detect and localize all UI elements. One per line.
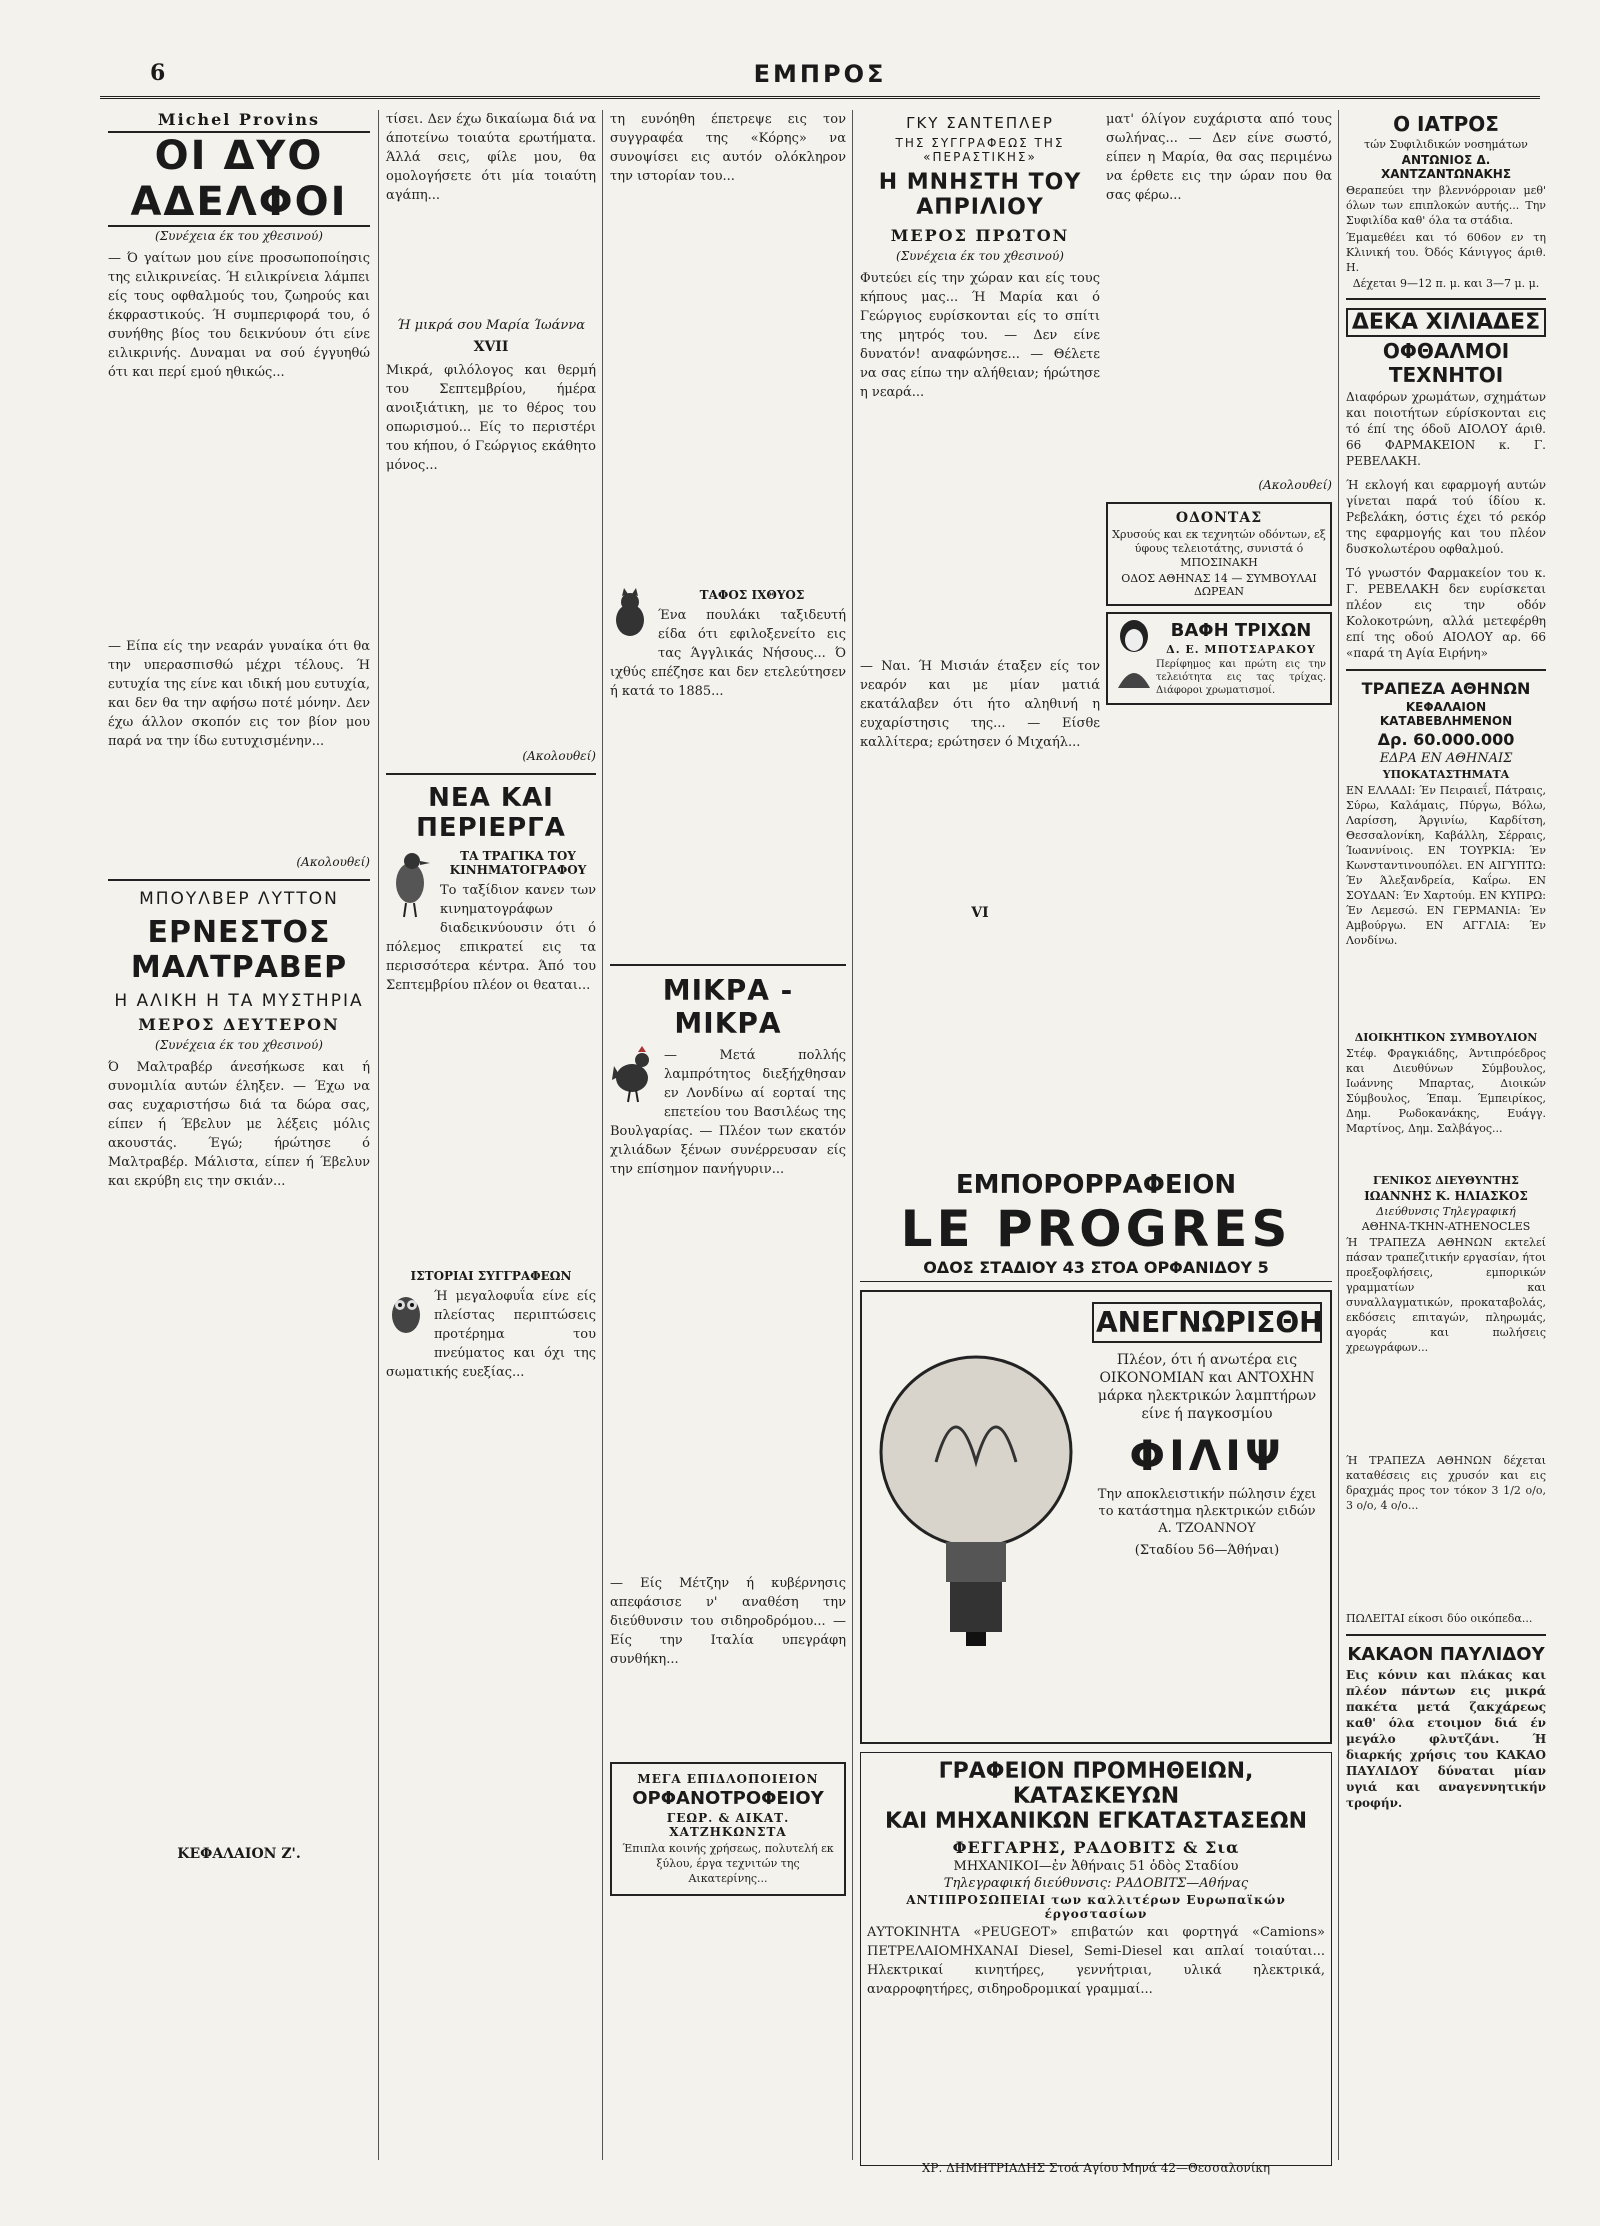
ad-text: Περίφημος και πρώτη εις την τελειότητα εις τας τρίχας. Διάφοροι χρωματισμοί. xyxy=(1156,659,1326,696)
article-body: Το ταξίδιον κανεν των κινηματογράφων διαδεικνύουσιν ότι ό πόλεμος επικρατεί εις τα περισσότερα κέντρα. Άπό του Σεπτεμβρίου πλέον οι θεαται... xyxy=(386,883,596,993)
ad-address: ΟΔΟΣ ΑΘΗΝΑΣ 14 — ΣΥΜΒΟΥΛΑΙ ΔΩΡΕΑΝ xyxy=(1121,572,1317,598)
cat-icon xyxy=(610,588,650,642)
ad-name: Δ. Ε. ΜΠΟΤΣΑΡΑΚΟΥ xyxy=(1166,643,1316,656)
chapter-number: VI xyxy=(971,905,989,921)
ad-header: ΜΕΓΑ ΕΠΙΔΛΟΠΟΙΕΙΟΝ xyxy=(637,1772,819,1786)
bank-text: Ή ΤΡΑΠΕΖΑ ΑΘΗΝΩΝ δέχεται καταθέσεις εις χρυσόν και εις δραχμάς προς τον τόκον 3 1/2 ο/ο, 3 ο/ο, 4 ο/ο... xyxy=(1346,1454,1546,1512)
orphanage-ad xyxy=(610,1762,846,1896)
ad-headline: ΟΦΘΑΛΜΟΙ ΤΕΧΝΗΤΟΙ xyxy=(1382,339,1510,387)
divider xyxy=(1346,298,1546,300)
ad-text: Εις κόνιν και πλάκας και πλέον πάντων εις μικρά πακέτα μετά ζακχάρεως καθ' όλα ετοιμον διά έν μεγάλο φλυτζάνι. Ή διαρκής χρήσις του ΚΑΚΑΟ ΠΑΥΛΙΔΟΥ δύναται μίαν υγιά και αναγεννητικήν τροφήν. xyxy=(1346,1668,1546,1810)
bank-name: ΤΡΑΠΕΖΑ ΑΘΗΝΩΝ xyxy=(1361,679,1531,698)
column-rule xyxy=(1338,110,1339,2160)
board-head: ΔΙΟΙΚΗΤΙΚΟΝ ΣΥΜΒΟΥΛΙΟΝ xyxy=(1354,1031,1538,1044)
ad-title: Ο ΙΑΤΡΟΣ xyxy=(1393,112,1499,136)
ad-text: Έπιπλα κοινής χρήσεως, πολυτελή εκ ξύλου, έργα τεχνιτών της Αικατερίνης... xyxy=(622,1842,834,1885)
article-title: ΟΙ ΔΥΟ ΑΔΕΛΦΟΙ xyxy=(108,131,370,227)
ad-text: Θεραπεύει την βλεννόρροιαν μεθ' όλων των επιπλοκών αυτής... Την Συφιλίδα καθ' όλα τα στάδια. xyxy=(1346,184,1546,227)
section-title: ΜΙΚΡΑ - ΜΙΚΡΑ xyxy=(662,974,794,1040)
office-title-line2: ΚΑΙ ΜΗΧΑΝΙΚΩΝ ΕΓΚΑΤΑΣΤΑΣΕΩΝ xyxy=(884,1809,1308,1834)
column-4 xyxy=(860,110,1100,927)
bank-capital: Δρ. 60.000.000 xyxy=(1377,730,1515,749)
ad-headline: ΑΝΕΓΝΩΡΙΣΘΗ xyxy=(1092,1302,1322,1343)
continued-note: (Συνέχεια έκ του χθεσινού) xyxy=(896,249,1064,263)
article-body: Ό Μαλτραβέρ άνεσήκωσε και ή συνομιλία αυτών έληξεν. — Έχω να σας ευχαριστήσω διά τα δώρα σας, είπεν ή Έβελυν με λέξεις μόλις ακουστάς. Έγώ; ήρώτησε ό Μαλτραβέρ. Μάλιστα, είπεν ή Έβελυν και εκρύβη εις την σκιάν... xyxy=(108,1060,370,1189)
gm-head: ΓΕΝΙΚΟΣ ΔΙΕΥΘΥΝΤΗΣ xyxy=(1373,1174,1519,1187)
divider xyxy=(610,964,846,966)
ad-text: ΑΥΤΟΚΙΝΗΤΑ «PEUGEOT» επιβατών και φορτηγά «Camions» ΠΕΤΡΕΛΑΙΟΜΗΧΑΝΑΙ Diesel, Semi-Diesel και απλαί τοιαύται... Ηλεκτρικαί κινητήρες, γεννήτριαι, υλικά ηλεκτρικά, αναρροφητήρες, σιδηροδρομικαί γραμμαί... xyxy=(867,1925,1325,1997)
rooster-icon xyxy=(610,1046,656,1106)
newspaper-title: ΕΜΠΡΟΣ xyxy=(753,60,887,88)
philips-ad xyxy=(860,1290,1332,1744)
ad-address: (Σταδίου 56—Άθήναι) xyxy=(1134,1543,1280,1558)
ad-name: ΓΕΩΡ. & ΑΙΚΑΤ. ΧΑΤΖΗΚΩΝΣΤΑ xyxy=(666,1811,790,1839)
article-body: — Είς Μέτζην ή κυβέρνησις απεφάσισε ν' αναθέση την διεύθυνσιν του σιδηροδρόμου... — Είς την Ιταλία υπεγράφη συνθήκη... xyxy=(610,1576,846,1667)
column-6 xyxy=(1346,110,1546,1819)
notice-text: ΠΩΛΕΙΤΑΙ είκοσι δύο οικόπεδα... xyxy=(1346,1612,1533,1625)
ad-text: Διαφόρων χρωμάτων, σχημάτων και ποιοτήτων εύρίσκονται εις τό έπί της όδοῦ ΑΙΟΛΟΥ άριθ. 66 ΦΑΡΜΑΚΕΙΟΝ κ. Γ. ΡΕΒΕΛΑΚΗ. xyxy=(1346,390,1546,468)
author: Michel Provins xyxy=(157,110,321,129)
ad-text: Ή εκλογή και εφαρμογή αυτών γίνεται παρά τού ίδίου κ. Ρεβελάκη, όστις έχει τό ρεκόρ της εφαρμογής και του πλέον δυσκολωτέρου οφθαλμού. xyxy=(1346,478,1546,556)
continued-note: (Συνέχεια έκ του χθεσινού) xyxy=(155,229,323,243)
letter-signature: Ή μικρά σου Μαρία Ίωάννα xyxy=(396,318,585,333)
divider xyxy=(386,773,596,775)
serial-author: ΜΠΟΥΛΒΕΡ ΛΥΤΤΟΝ xyxy=(139,889,339,909)
section-title: ΝΕΑ ΚΑΙ ΠΕΡΙΕΡΓΑ xyxy=(416,783,566,843)
article-body: Μικρά, φιλόλογος και θερμή του Σεπτεμβρίου, ήμέρα ανοιξιάτικη, με το θέρος του οπωρισμού... Είς το περιστέρι του κήπου, ό Γεώργιος εκάθητο μόνος... xyxy=(386,363,596,473)
ads-block xyxy=(860,1170,1332,2175)
dental-ad xyxy=(1106,502,1332,606)
bank-text: Ή ΤΡΑΠΕΖΑ ΑΘΗΝΩΝ εκτελεί πάσαν τραπεζιτικήν εργασίαν, ήτοι προεξοφλήσεις, εμπορικών γραμματίων και συναλλαγματικών, προκαταβολάς, εκδόσεις επιταγών, πληρωμάς, αγοράς και πωλήσεις χρεωγράφων... xyxy=(1346,1236,1546,1354)
owl-icon xyxy=(386,1287,426,1341)
store-name: LE PROGRES xyxy=(900,1200,1292,1258)
doctor-name: ΑΝΤΩΝΙΟΣ Δ. ΧΑΝΤΖΑΝΤΩΝΑΚΗΣ xyxy=(1380,153,1512,181)
bank-seat: ΕΔΡΑ ΕΝ ΑΘΗΝΑΙΣ xyxy=(1379,751,1513,766)
to-be-continued: (Ακολουθεί) xyxy=(522,749,596,763)
cocoa-ad xyxy=(1346,1644,1546,1811)
article-body: τίσει. Δεν έχω δικαίωμα διά να άποτείνω τοιαύτα ερωτήματα. Άλλά σεις, φίλε μου, θα ομολογήσετε ότι μία τοιαύτη αγάπη... xyxy=(386,112,596,203)
column-rule xyxy=(602,110,603,2160)
hair-dye-ad xyxy=(1106,612,1332,705)
column-rule xyxy=(852,110,853,2160)
bank-capital-label: ΚΕΦΑΛΑΙΟΝ ΚΑΤΑΒΕΒΛΗΜΕΝΟΝ xyxy=(1379,700,1513,728)
telegraph-head: Διεύθυνσις Τηλεγραφική xyxy=(1376,1205,1516,1218)
ad-subtitle: τών Συφιλιδικών νοσημάτων xyxy=(1364,138,1528,151)
ad-text: Τό γνωστόν Φαρμακείον του κ. Γ. ΡΕΒΕΛΑΚΗ δεν ευρίσκεται πλέον εις την οδόν Κολοκοτρώνη, αλλά μετεφέρθη επί της οδού ΑΙΟΛΟΥ αρ. 66 «παρά τη Αγία Ειρήνη» xyxy=(1346,566,1546,660)
office-footer: ΧΡ. ΔΗΜΗΤΡΙΑΔΗΣ Στοά Αγίου Μηνά 42—Θεσσαλονίκη xyxy=(921,2161,1271,2175)
article-body: — Ό γαίτων μου είνε προσωποποίησις της ειλικρινείας. Ή ειλικρίνεια λάμπει είς τους οφθαλμούς του, ζωηρούς και έκφραστικούς. Ή συμπεριφορά του, ό συνήθης βίος του δεικνύουν ότι είνε ειλικρινής. Δυναμαι να σού έγγυηθώ ότι και περί εμού ηθικώς... xyxy=(108,251,370,380)
article-body: — Είπα είς την νεαράν γυναίκα ότι θα την υπερασπισθώ μέχρι τέλους. Ή ευτυχία της είνε και ιδική μου ευτυχία, και δεν θα την αφήσω ποτέ μόνην. Δεν έχω άλλον σκοπόν εις τον βίον μου παρά να την ίδω ευτυχισμένην... xyxy=(108,639,370,749)
serial-title: Η ΜΝΗΣΤΗ ΤΟΥ ΑΠΡΙΛΙΟΥ xyxy=(878,170,1082,220)
column-3 xyxy=(610,110,846,1902)
ad-hours: Δέχεται 9—12 π. μ. και 3—7 μ. μ. xyxy=(1352,277,1540,290)
bank-branches: ΕΝ ΕΛΛΑΔΙ: Έν Πειραιεΐ, Πάτραις, Σύρω, Καλάμαις, Πύργω, Βόλω, Λαρίσση, Άργινίω, Καρδίτση, Θεσσαλονίκη, Καβάλλη, Σέρραις, Ίωαννίνοις. ΕΝ ΤΟΥΡΚΙΑ: Έν Κωνσταντινουπόλει. ΕΝ ΑΙΓΥΠΤΩ: Έν Άλεξανδρεία, Καΐρω. ΕΝ ΣΟΥΔΑΝ: Έν Χαρτούμ. ΕΝ ΚΥΠΡΩ: Έν Λεμεσώ. ΕΝ ΓΕΡΜΑΝΙΑ: Έν Αμβούργω. ΕΝ ΑΓΓΛΙΑ: Έν Λονδίνω. xyxy=(1346,784,1546,947)
article-body: Φυτεύει είς την χώραν και είς τους κήπους μας... Ή Μαρία και ό Γεώργιος ευρίσκονται είς το σπίτι της μητρός του. — Δεν είνε δυνατόν! αναφώνησε... — Θέλετε να σας είπω την αλήθειαν; ήρώτησε η νεαρά... xyxy=(860,271,1100,400)
bank-ad xyxy=(1346,679,1546,1626)
gm-name: ΙΩΑΝΝΗΣ Κ. ΗΛΙΑΣΚΟΣ xyxy=(1364,1189,1528,1203)
serial-title: ΕΡΝΕΣΤΟΣ ΜΑΛΤΡΑΒΕΡ xyxy=(130,915,348,985)
office-address: ΜΗΧΑΝΙΚΟΙ—ἐν Ἀθήναις 51 ὁδὸς Σταδίου xyxy=(953,1859,1239,1874)
to-be-continued: (Ακολουθεί) xyxy=(1258,478,1332,492)
ad-title: ΟΡΦΑΝΟΤΡΟΦΕΙΟΥ xyxy=(632,1788,824,1809)
ad-text: Πλέον, ότι ή ανωτέρα εις ΟΙΚΟΝΟΜΙΑΝ και ΑΝΤΟΧΗΝ μάρκα ηλεκτρικών λαμπτήρων είνε ή παγκοσμίου xyxy=(1097,1352,1317,1422)
office-names: ΦΕΓΓΑΡΗΣ, ΡΑΔΟΒΙΤΣ & Σια xyxy=(952,1838,1240,1857)
divider xyxy=(1346,1634,1546,1636)
ad-title: ΒΑΦΗ ΤΡΙΧΩΝ xyxy=(1170,620,1312,641)
masthead xyxy=(100,60,1540,99)
news-headline: ΤΑΦΟΣ ΙΧΘΥΟΣ xyxy=(699,588,805,602)
article-body: τη ευνόηθη έπετρεψε εις τον συγγραφέα της «Κόρης» να συνοψίσει εις αυτόν ολόκληρον την ιστορίαν του... xyxy=(610,112,846,184)
store-ad xyxy=(860,1170,1332,1282)
article-body: ματ' όλίγον ευχάριστα από τους σωλήνας... — Δεν είνε σωστό, είπεν η Μαρία, θα σας περιμένω να έρθετε εις την ώραν που θα σας φέρω... xyxy=(1106,112,1332,203)
serial-subtitle: ΤΗΣ ΣΥΓΓΡΑΦΕΩΣ ΤΗΣ «ΠΕΡΑΣΤΙΚΗΣ» xyxy=(895,136,1065,164)
article-body: — Μετά πολλής λαμπρότητος διεξήχθησαν εν Λονδίνω αί εορταί της επετείου του Βασιλέως της Βουλγαρίας. — Πλέον των εκατόν χιλιάδων ξένων συνέρρευσαν είς την επίσημον πανήγυριν... xyxy=(610,1048,846,1177)
chapter-heading: ΚΕΦΑΛΑΙΟΝ Ζ'. xyxy=(177,1846,301,1862)
news-headline: ΤΑ ΤΡΑΓΙΚΑ ΤΟΥ ΚΙΝΗΜΑΤΟΓΡΑΦΟΥ xyxy=(449,849,587,877)
philips-copy xyxy=(1092,1302,1322,1560)
store-address: ΟΔΟΣ ΣΤΑΔΙΟΥ 43 ΣΤΟΑ ΟΡΦΑΝΙΔΟΥ 5 xyxy=(923,1258,1269,1277)
lady-portrait-icon xyxy=(1112,618,1156,692)
article-body: Ή μεγαλοφυΐα είνε είς πλείστας περιπτώσεις προτέρημα του πνεύματος και όχι της σωματικής ευεξίας... xyxy=(386,1289,596,1380)
office-telegraph: Τηλεγραφική διεύθυνσις: ΡΑΔΟΒΙΤΣ—Αθήνας xyxy=(943,1876,1249,1891)
column-5 xyxy=(1106,110,1332,830)
ad-text: Χρυσούς και εκ τεχνητών οδόντων, εξ ύφους τελειοτάτης, συνιστά ό ΜΠΟΣΙΝΑΚΗ xyxy=(1112,528,1326,569)
divider xyxy=(1346,669,1546,671)
ad-title: ΟΔΟΝΤΑΣ xyxy=(1175,510,1263,526)
serial-subtitle: Η ΑΛΙΚΗ Η ΤΑ ΜΥΣΤΗΡΙΑ xyxy=(114,991,364,1011)
ad-text: Την αποκλειστικήν πώλησιν έχει το κατάστημα ηλεκτρικών ειδών Α. ΤΖΟΑΝΝΟΥ xyxy=(1097,1487,1317,1536)
article-body: — Ναι. Ή Μισιάν έταξεν είς τον νεαρόν και με μίαν ματιά εκατάλαβεν ότι ήτο αληθινή η ευχαρίστησις της... — Είσθε καλλίτερα; ερώτησεν ό Μιχαήλ... xyxy=(860,659,1100,750)
light-bulb-icon xyxy=(876,1332,1076,1676)
divider xyxy=(108,879,370,881)
news-headline: ΙΣΤΟΡΙΑΙ ΣΥΓΓΡΑΦΕΩΝ xyxy=(410,1269,572,1283)
serial-part: ΜΕΡΟΣ ΠΡΩΤΟΝ xyxy=(890,226,1070,245)
article-body: Ένα πουλάκι ταξιδευτή είδα ότι εφιλοξενείτο εις τας Άγγλικάς Νήσους... Ό ιχθύς επέζησε και δεν ετελεύτησεν ή κατά το 1885... xyxy=(610,608,846,699)
store-line1: ΕΜΠΟΡΟΡΡΑΦΕΙΟΝ xyxy=(955,1170,1237,1200)
doctor-ad xyxy=(1346,112,1546,290)
bird-icon xyxy=(386,849,432,923)
to-be-continued: (Ακολουθεί) xyxy=(296,855,370,869)
page-number: 6 xyxy=(150,60,166,86)
ad-headline: ΔΕΚΑ ΧΙΛΙΑΔΕΣ xyxy=(1346,308,1546,337)
column-rule xyxy=(378,110,379,2160)
engineering-office-ad xyxy=(860,1752,1332,2175)
continued-note: (Συνέχεια έκ του χθεσινού) xyxy=(155,1038,323,1052)
artificial-eyes-ad xyxy=(1346,308,1546,661)
board-text: Στέφ. Φραγκιάδης, Άντιπρόεδρος και Διευθύνων Σύμβουλος, Ιωάννης Μπαρτας, Διοικών Σύμβουλος, Έπαμ. Έμπειρίκος, Δημ. Ρωδοκανάκης, Ευάγγ. Μαρτίνος, Δημ. Σαλβάγος... xyxy=(1346,1047,1546,1135)
brand-name: ΦΙΛΙΨ xyxy=(1129,1431,1285,1480)
office-title-line1: ΓΡΑΦΕΙΟΝ ΠΡΟΜΗΘΕΙΩΝ, ΚΑΤΑΣΚΕΥΩΝ xyxy=(938,1759,1254,1809)
chapter-number: XVII xyxy=(473,339,509,355)
office-agents: ΑΝΤΙΠΡΟΣΩΠΕΙΑΙ των καλλιτέρων Ευρωπαϊκών έργοστασίων xyxy=(906,1893,1286,1921)
serial-author: ΓΚΥ ΣΑΝΤΕΠΛΕΡ xyxy=(906,114,1054,132)
column-1 xyxy=(108,110,370,1868)
column-2 xyxy=(386,110,596,1555)
bank-branches-head: ΥΠΟΚΑΤΑΣΤΗΜΑΤΑ xyxy=(1382,768,1510,781)
ad-address: Έμαμεθέει και τό 606ον εν τη Κλινική του. Όδός Κάνιγγος άριθ. Η. xyxy=(1346,231,1546,274)
telegraph-address: ΑΘΗΝΑ-ΤΚΗΝ-ATHENOCLES xyxy=(1361,1220,1531,1233)
ad-headline: ΚΑΚΑΟΝ ΠΑΥΛΙΔΟΥ xyxy=(1347,1644,1545,1665)
serial-part: ΜΕΡΟΣ ΔΕΥΤΕΡΟΝ xyxy=(138,1015,340,1034)
